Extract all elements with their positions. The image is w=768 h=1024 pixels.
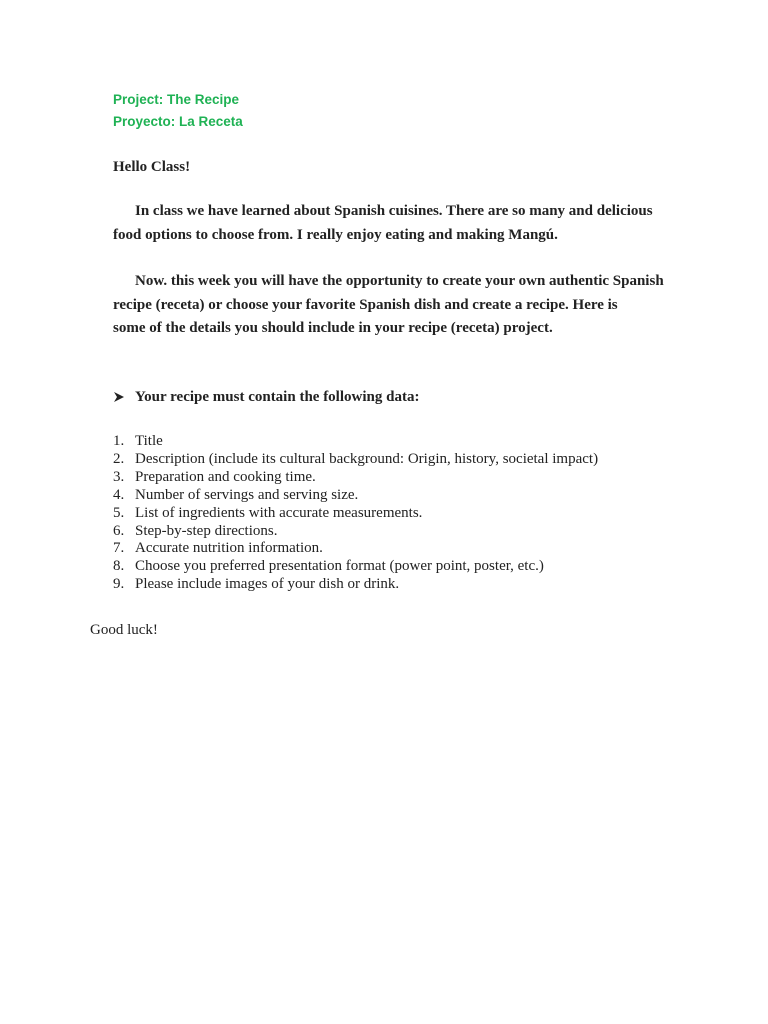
paragraph-line: recipe (receta) or choose your favorite Spanish dish and create a recipe. Here is — [113, 296, 618, 313]
closing-text: Good luck! — [90, 622, 158, 638]
greeting: Hello Class! — [113, 159, 191, 175]
requirements-heading — [113, 387, 419, 407]
list-number: 8. — [113, 558, 125, 575]
paragraph-line: Now. this week you will have the opportunity to create your own authentic Spanish — [135, 273, 664, 289]
intro-paragraph — [113, 200, 683, 247]
list-item — [113, 523, 598, 541]
list-item — [113, 487, 598, 505]
list-number: 7. — [113, 540, 125, 557]
list-text: List of ingredients with accurate measurements. — [135, 504, 423, 521]
list-text: Choose you preferred presentation format (power point, poster, etc.) — [135, 558, 544, 575]
list-item — [113, 433, 598, 451]
list-text: Number of servings and serving size. — [135, 486, 359, 503]
title-english: Project: The Recipe — [113, 92, 240, 107]
list-text: Please include images of your dish or drink. — [135, 576, 400, 593]
requirements-heading-text: Your recipe must contain the following data: — [135, 389, 420, 405]
list-item — [113, 576, 598, 594]
list-item — [113, 469, 598, 487]
list-number: 9. — [113, 576, 125, 593]
paragraph-line: In class we have learned about Spanish cuisines. There are so many and delicious — [135, 203, 653, 219]
list-number: 4. — [113, 486, 125, 503]
title-spanish: Proyecto: La Receta — [113, 114, 243, 129]
list-item — [113, 558, 598, 576]
list-text: Description (include its cultural background: Origin, history, societal impact) — [135, 450, 599, 467]
list-item — [113, 540, 598, 558]
list-number: 2. — [113, 450, 125, 467]
requirements-list — [113, 433, 598, 594]
list-text: Preparation and cooking time. — [135, 468, 316, 485]
list-item — [113, 505, 598, 523]
paragraph-line: some of the details you should include in your recipe (receta) project. — [113, 320, 553, 336]
list-text: Title — [135, 433, 163, 449]
list-text: Step-by-step directions. — [135, 522, 278, 539]
instructions-paragraph — [113, 270, 683, 341]
list-text: Accurate nutrition information. — [135, 540, 323, 557]
list-number: 6. — [113, 522, 125, 539]
list-number: 5. — [113, 504, 125, 521]
list-number: 1. — [113, 433, 125, 449]
paragraph-line: food options to choose from. I really enjoy eating and making Mangú. — [113, 226, 558, 243]
arrow-bullet-icon — [113, 391, 125, 403]
list-number: 3. — [113, 468, 125, 485]
list-item — [113, 451, 598, 469]
